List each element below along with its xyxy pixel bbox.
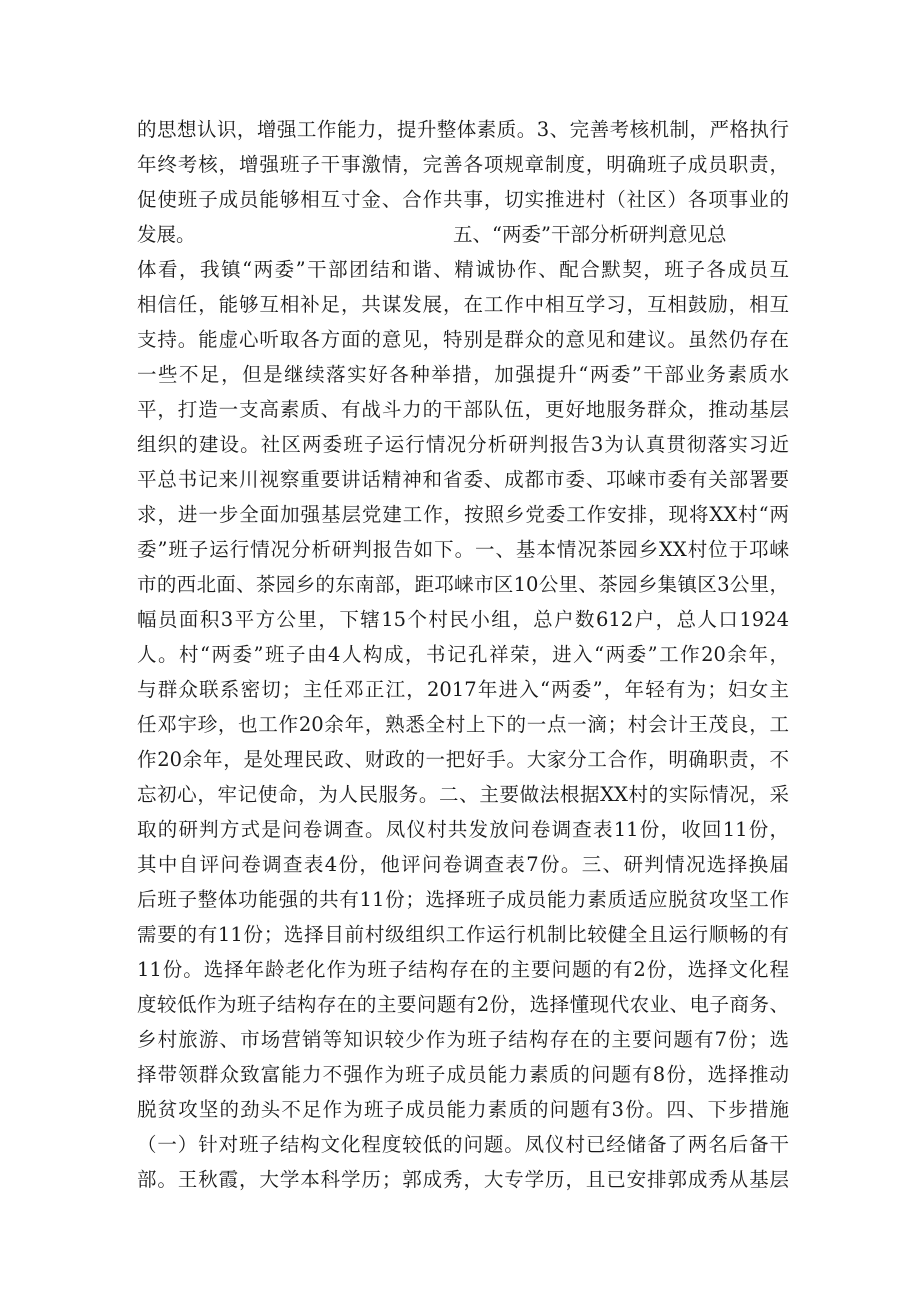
text-line: 11份。选择年龄老化作为班子结构存在的主要问题的有2份，选择文化程 <box>137 958 789 981</box>
text-line: 乡村旅游、市场营销等知识较少作为班子结构存在的主要问题有7份；选 <box>137 1028 789 1051</box>
text-line: 后班子整体功能强的共有11份；选择班子成员能力素质适应脱贫攻坚工作 <box>137 888 789 911</box>
text-line: 组织的建设。社区两委班子运行情况分析研判报告3为认真贯彻落实习近 <box>137 433 789 456</box>
text-line: 部。王秋霞，大学本科学历；郭成秀，大专学历，且已安排郭成秀从基层 <box>137 1168 789 1191</box>
text-line: 其中自评问卷调查表4份，他评问卷调查表7份。三、研判情况选择换届 <box>137 853 789 876</box>
text-line: 委”班子运行情况分析研判报告如下。一、基本情况茶园乡XX村位于邛崃 <box>137 538 789 561</box>
text-line: 取的研判方式是问卷调查。凤仪村共发放问卷调查表11份，收回11份， <box>137 818 789 841</box>
text-line: 忘初心，牢记使命，为人民服务。二、主要做法根据XX村的实际情况，采 <box>137 783 789 806</box>
text-line: 市的西北面、茶园乡的东南部，距邛崃市区10公里、茶园乡集镇区3公里， <box>137 573 789 596</box>
text-line: 的思想认识，增强工作能力，提升整体素质。3、完善考核机制，严格执行 <box>137 118 789 141</box>
text-line: 择带领群众致富能力不强作为班子成员能力素质的问题有8份，选择推动 <box>137 1063 789 1086</box>
text-line: 求，进一步全面加强基层党建工作，按照乡党委工作安排，现将XX村“两 <box>137 503 789 526</box>
text-line: 需要的有11份；选择目前村级组织工作运行机制比较健全且运行顺畅的有 <box>137 923 789 946</box>
text-line: 一些不足，但是继续落实好各种举措，加强提升“两委”干部业务素质水 <box>137 363 789 386</box>
text-line: 度较低作为班子结构存在的主要问题有2份，选择懂现代农业、电子商务、 <box>137 993 789 1016</box>
text-line: 任邓宇珍，也工作20余年，熟悉全村上下的一点一滴；村会计王茂良，工 <box>137 713 789 736</box>
text-line: 人。村“两委”班子由4人构成，书记孔祥荣，进入“两委”工作20余年， <box>137 643 789 666</box>
section-heading: 五、“两委”干部分析研判意见总 <box>453 223 727 246</box>
text-line: 促使班子成员能够相互寸金、合作共事，切实推进村（社区）各项事业的 <box>137 188 789 211</box>
text-line: 体看，我镇“两委”干部团结和谐、精诚协作、配合默契，班子各成员互 <box>137 258 789 281</box>
text-line: 幅员面积3平方公里，下辖15个村民小组，总户数612户，总人口1924 <box>137 608 789 631</box>
text-line: 支持。能虚心听取各方面的意见，特别是群众的意见和建议。虽然仍存在 <box>137 328 789 351</box>
text-line: 相信任，能够互相补足，共谋发展，在工作中相互学习，互相鼓励，相互 <box>137 293 789 316</box>
text-line: 平，打造一支高素质、有战斗力的干部队伍，更好地服务群众，推动基层 <box>137 398 789 421</box>
text-line: 脱贫攻坚的劲头不足作为班子成员能力素质的问题有3份。四、下步措施 <box>137 1098 789 1121</box>
text-line-start: 发展。 <box>137 223 196 246</box>
text-line: （一）针对班子结构文化程度较低的问题。凤仪村已经储备了两名后备干 <box>137 1133 789 1156</box>
text-line: 与群众联系密切；主任邓正江，2017年进入“两委”，年轻有为；妇女主 <box>137 678 789 701</box>
text-line: 作20余年，是处理民政、财政的一把好手。大家分工合作，明确职责，不 <box>137 748 789 771</box>
text-line: 平总书记来川视察重要讲话精神和省委、成都市委、邛崃市委有关部署要 <box>137 468 789 491</box>
text-line <box>137 217 789 253</box>
text-line: 年终考核，增强班子干事激情，完善各项规章制度，明确班子成员职责， <box>137 153 789 176</box>
